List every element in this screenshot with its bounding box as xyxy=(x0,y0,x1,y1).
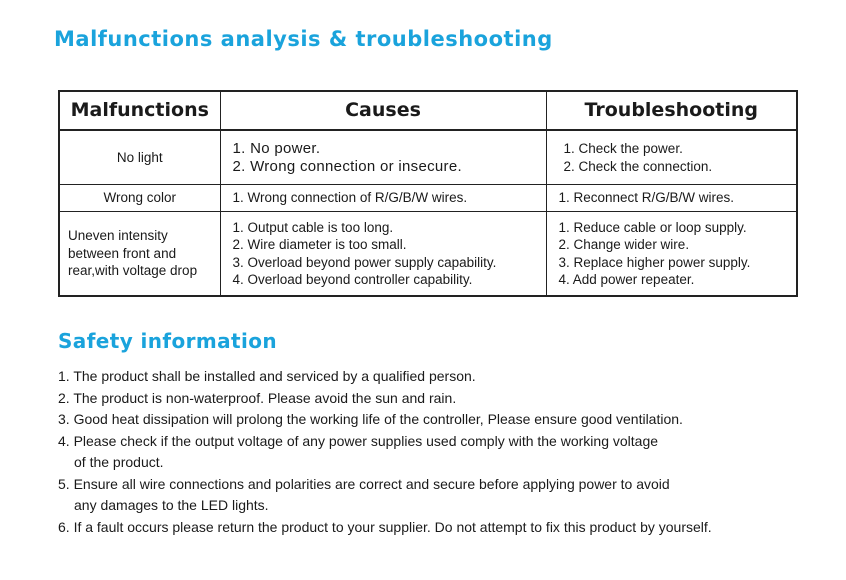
table-header-row xyxy=(59,91,797,130)
safety-item-text: 5. Ensure all wire connections and polarities are correct and secure before applying power to avoid xyxy=(58,475,670,492)
malfunction-text: rear,with voltage drop xyxy=(68,263,198,279)
malfunction-text: No light xyxy=(116,149,163,165)
safety-item-text: 6. If a fault occurs please return the product to your supplier. Do not attempt to fix this product by yourself. xyxy=(58,518,712,535)
table-row xyxy=(59,185,797,212)
causes-cell xyxy=(220,130,546,185)
table-row xyxy=(59,130,797,185)
malfunction-text: between front and xyxy=(68,245,177,261)
troubleshooting-cell xyxy=(546,212,797,297)
fix-item: 1. Check the power. xyxy=(563,141,683,156)
safety-item-text: 1. The product shall be installed and serviced by a qualified person. xyxy=(58,368,476,384)
safety-item xyxy=(58,517,712,539)
cause-item: 3. Overload beyond power supply capability. xyxy=(232,254,497,270)
fix-item: 4. Add power repeater. xyxy=(558,272,695,287)
header-troubleshooting: Troubleshooting xyxy=(546,91,797,130)
fix-item: 2. Check the connection. xyxy=(563,158,713,174)
safety-item-continuation: any damages to the LED lights. xyxy=(74,497,269,513)
header-causes: Causes xyxy=(220,91,546,130)
safety-item-text: 2. The product is non-waterproof. Please avoid the sun and rain. xyxy=(58,389,457,406)
malfunction-text: Uneven intensity xyxy=(68,228,168,244)
table-row xyxy=(59,212,797,297)
safety-item-continuation: of the product. xyxy=(74,454,164,470)
causes-cell xyxy=(220,212,546,297)
troubleshooting-cell xyxy=(546,185,797,212)
malfunction-text: Wrong color xyxy=(103,190,177,206)
safety-title: Safety information xyxy=(58,329,278,353)
fix-item: 1. Reconnect R/G/B/W wires. xyxy=(558,190,735,206)
safety-item xyxy=(58,474,712,517)
cause-item: 1. No power. xyxy=(232,139,321,157)
safety-item-text: 4. Please check if the output voltage of any power supplies used comply with the working voltage xyxy=(58,432,659,449)
safety-list xyxy=(58,366,712,538)
safety-item xyxy=(58,409,712,431)
malfunction-cell xyxy=(59,212,220,297)
malfunction-cell xyxy=(59,130,220,185)
fix-item: 3. Replace higher power supply. xyxy=(558,254,751,270)
troubleshooting-cell xyxy=(546,130,797,185)
causes-cell xyxy=(220,185,546,212)
cause-item: 1. Output cable is too long. xyxy=(232,219,394,235)
troubleshooting-table xyxy=(58,90,798,297)
safety-item xyxy=(58,388,712,410)
safety-item xyxy=(58,366,712,388)
safety-item-text: 3. Good heat dissipation will prolong the working life of the controller, Please ensure good ventilation. xyxy=(58,411,683,427)
fix-item: 2. Change wider wire. xyxy=(558,237,690,252)
fix-item: 1. Reduce cable or loop supply. xyxy=(558,219,747,235)
cause-item: 2. Wire diameter is too small. xyxy=(232,237,407,252)
malfunction-cell xyxy=(59,185,220,212)
safety-item xyxy=(58,431,712,474)
cause-item: 1. Wrong connection of R/G/B/W wires. xyxy=(232,190,468,206)
cause-item: 2. Wrong connection or insecure. xyxy=(232,157,462,175)
page-title: Malfunctions analysis & troubleshooting xyxy=(54,27,553,51)
header-malfunctions: Malfunctions xyxy=(59,91,220,130)
cause-item: 4. Overload beyond controller capability. xyxy=(232,272,473,287)
